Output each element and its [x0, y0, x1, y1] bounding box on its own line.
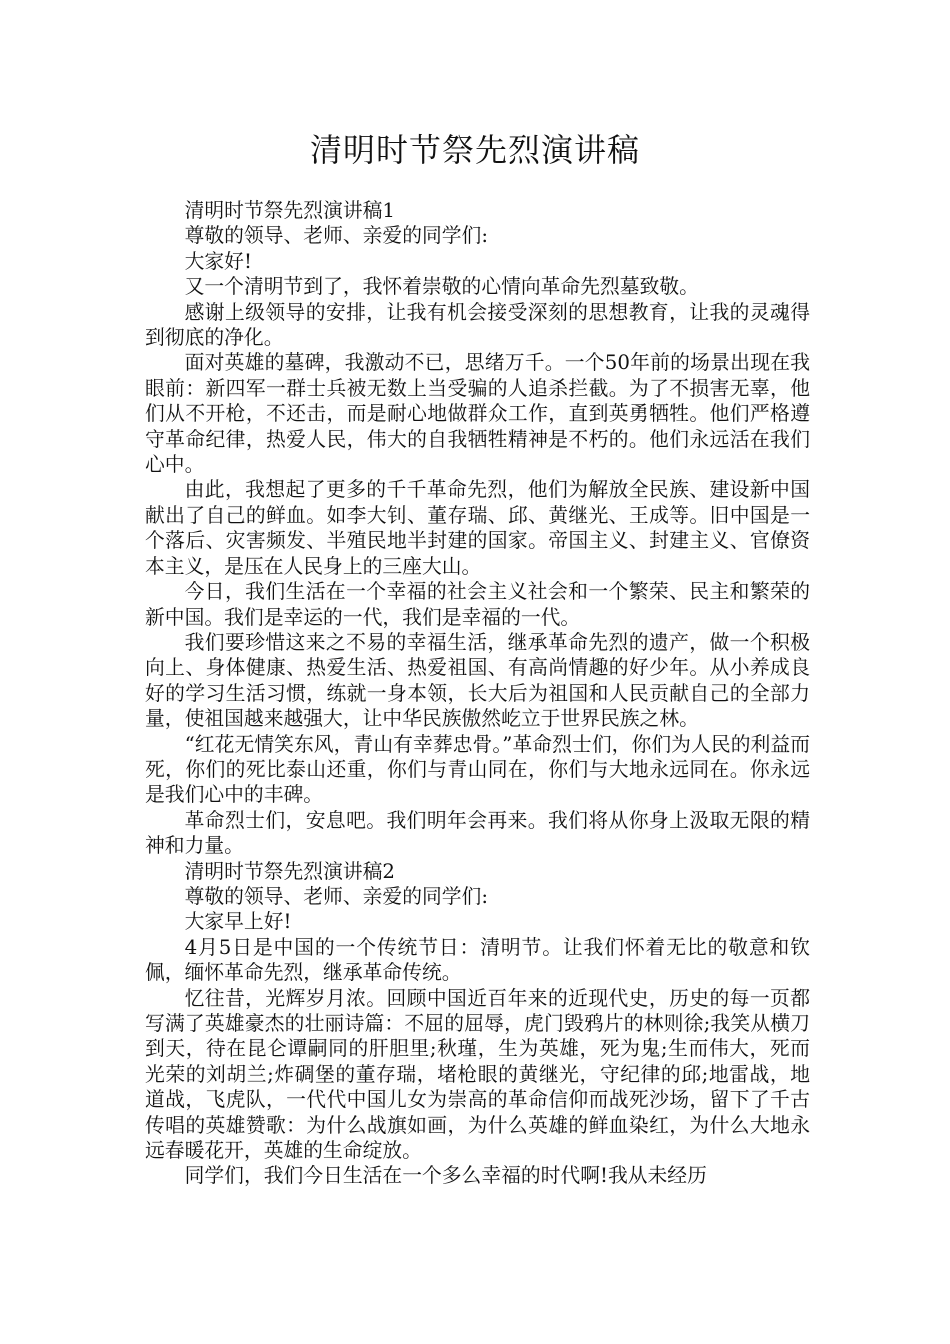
- paragraph: 今日，我们生活在一个幸福的社会主义社会和一个繁荣、民主和繁荣的新中国。我们是幸运的一代，我们是幸福的一代。: [145, 580, 810, 629]
- paragraph: 4月5日是中国的一个传统节日：清明节。让我们怀着无比的敬意和钦佩，缅怀革命先烈，继承革命传统。: [145, 935, 810, 985]
- paragraph: 感谢上级领导的安排，让我有机会接受深刻的思想教育，让我的灵魂得到彻底的净化。: [145, 300, 810, 350]
- document-body: [145, 198, 810, 1189]
- paragraph: “红花无情笑东风，青山有幸葬忠骨。”革命烈士们，你们为人民的利益而死，你们的死比泰山还重，你们与青山同在，你们与大地永远同在。你永远是我们心中的丰碑。: [145, 732, 810, 807]
- paragraph: 大家好!: [184, 249, 252, 273]
- paragraph: 又一个清明节到了，我怀着崇敬的心情向革命先烈墓致敬。: [184, 275, 699, 299]
- paragraph: 同学们，我们今日生活在一个多么幸福的时代啊!我从未经历: [184, 1164, 707, 1188]
- paragraph: 大家早上好!: [184, 910, 292, 934]
- document-title: 清明时节祭先烈演讲稿: [309, 131, 640, 169]
- paragraph: 忆往昔，光辉岁月浓。回顾中国近百年来的近现代史，历史的每一页都写满了英雄豪杰的壮丽诗篇：不屈的屈辱，虎门毁鸦片的林则徐;我笑从横刀到天，待在昆仑谭嗣同的肝胆里;秋瑾，生为英雄，死为鬼;生而伟大，死而光荣的刘胡兰;炸碉堡的董存瑞，堵枪眼的黄继光，守纪律的邱;地雷战，地道战，飞虎队，一代代中国儿女为崇高的革命信仰而战死沙场，留下了千古传唱的英雄赞歌：为什么战旗如画，为什么英雄的鲜血染红，为什么大地永远春暖花开，英雄的生命绽放。: [145, 986, 810, 1163]
- paragraph: 清明时节祭先烈演讲稿2: [184, 859, 395, 883]
- paragraph: 清明时节祭先烈演讲稿1: [184, 199, 395, 222]
- paragraph: 面对英雄的墓碑，我激动不已，思绪万千。一个50年前的场景出现在我眼前：新四军一群士兵被无数上当受骗的人追杀拦截。为了不损害无辜，他们从不开枪，不还击，而是耐心地做群众工作，直到英勇牺牲。他们严格遵守革命纪律，热爱人民，伟大的自我牺牲精神是不朽的。他们永远活在我们心中。: [145, 351, 810, 477]
- paragraph: 尊敬的领导、老师、亲爱的同学们:: [184, 884, 488, 908]
- paragraph: 由此，我想起了更多的千千革命先烈，他们为解放全民族、建设新中国献出了自己的鲜血。如李大钊、董存瑞、邱、黄继光、王成等。旧中国是一个落后、灾害频发、半殖民地半封建的国家。帝国主义、封建主义、官僚资本主义，是压在人民身上的三座大山。: [145, 478, 810, 578]
- paragraph: 革命烈士们，安息吧。我们明年会再来。我们将从你身上汲取无限的精神和力量。: [145, 808, 810, 858]
- paragraph: 尊敬的领导、老师、亲爱的同学们:: [184, 224, 488, 248]
- paragraph: 我们要珍惜这来之不易的幸福生活，继承革命先烈的遗产，做一个积极向上、身体健康、热爱生活、热爱祖国、有高尚情趣的好少年。从小养成良好的学习生活习惯，练就一身本领，长大后为祖国和人民贡献自己的全部力量，使祖国越来越强大，让中华民族傲然屹立于世界民族之林。: [145, 630, 810, 731]
